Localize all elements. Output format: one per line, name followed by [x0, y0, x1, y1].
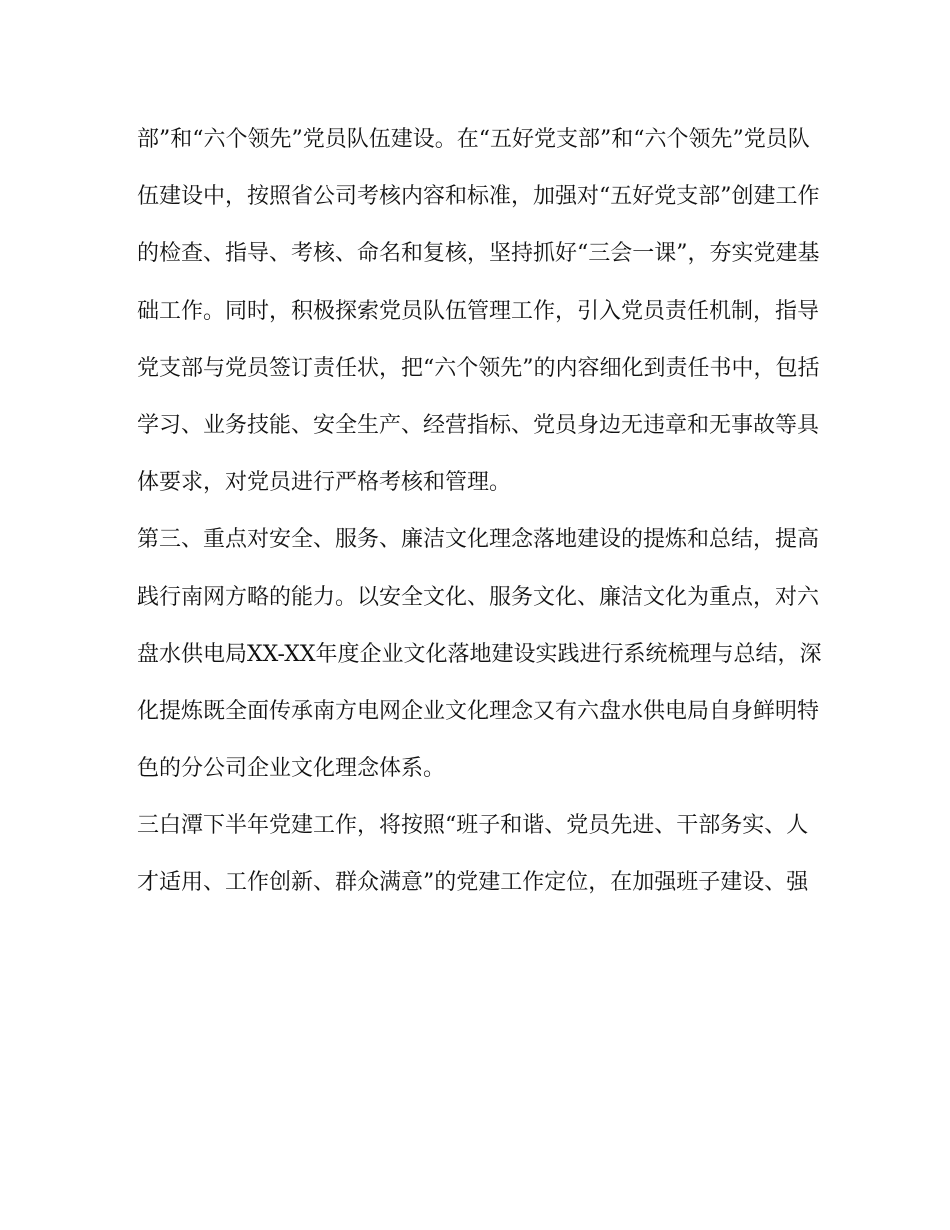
text-line: 部”和“六个领先”党员队伍建设。在“五好党支部”和“六个领先”党员队 — [137, 127, 810, 152]
text-line: 党支部与党员签订责任状，把“六个领先”的内容细化到责任书中，包括 — [137, 355, 820, 381]
text-line: 践行南网方略的能力。以安全文化、服务文化、廉洁文化为重点，对六 — [137, 584, 820, 610]
text-line: 础工作。同时，积极探索党员队伍管理工作，引入党员责任机制，指导 — [137, 298, 820, 324]
text-line: 才适用、工作创新、群众满意”的党建工作定位，在加强班子建设、强 — [137, 870, 809, 896]
document-body — [137, 118, 827, 919]
text-line: 盘水供电局XX-XX年度企业文化落地建设实践进行系统梳理与总结，深 — [137, 641, 822, 667]
text-line: 化提炼既全面传承南方电网企业文化理念又有六盘水供电局自身鲜明特 — [137, 698, 820, 724]
text-line: 的检查、指导、考核、命名和复核，坚持抓好“三会一课”，夯实党建基 — [137, 241, 820, 267]
text-line: 体要求，对党员进行严格考核和管理。 — [137, 470, 512, 496]
text-line: 学习、业务技能、安全生产、经营指标、党员身边无违章和无事故等具 — [137, 412, 820, 438]
text-line: 伍建设中，按照省公司考核内容和标准，加强对“五好党支部”创建工作 — [137, 184, 820, 210]
text-line: 色的分公司企业文化理念体系。 — [137, 756, 446, 782]
text-line: 第三、重点对安全、服务、廉洁文化理念落地建设的提炼和总结，提高 — [137, 527, 820, 553]
text-line: 三白潭下半年党建工作，将按照“班子和谐、党员先进、干部务实、人 — [137, 813, 809, 839]
